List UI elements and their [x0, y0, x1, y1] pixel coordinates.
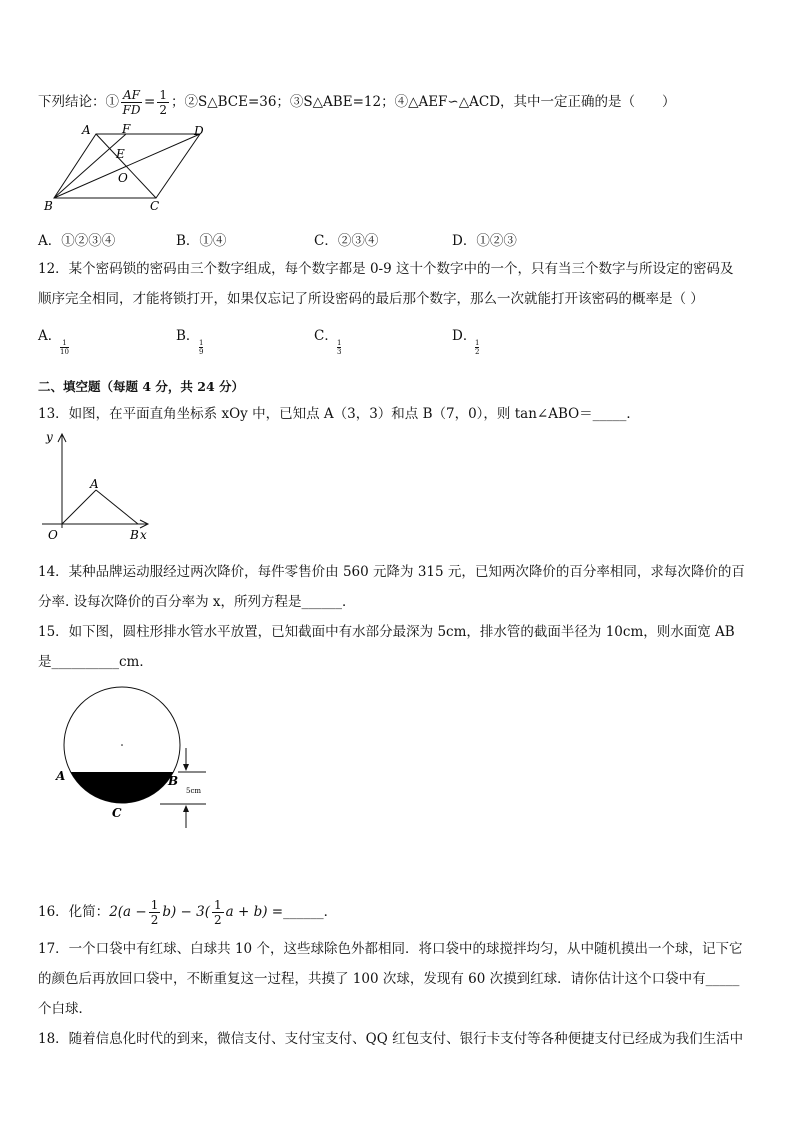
q11-parallelogram-figure [40, 122, 220, 214]
label-5cm: 5cm [186, 787, 202, 795]
section-2-heading: 二、填空题（每题 4 分，共 24 分） [38, 379, 245, 394]
q12-d-den: 2 [475, 348, 480, 356]
lower-arrowhead [183, 805, 189, 812]
q15-line2: 是__________cm． [38, 654, 153, 670]
q12-option-c [314, 324, 338, 344]
q11-option-c: C．②③④ [314, 233, 379, 249]
q12-d-num: 1 [475, 339, 480, 347]
q12-option-b-fraction [199, 339, 203, 356]
q16-text [38, 898, 337, 927]
label-y: y [46, 430, 53, 444]
segment-ab [96, 490, 138, 524]
q11-frac-num: AF [123, 88, 140, 102]
q16-half-1-num: 1 [150, 898, 159, 912]
q16-blank: ______ [283, 904, 324, 920]
q11-rest: ；②S△BCE=36；③S△ABE=12；④△AEF∽△ACD，其中一定正确的是（ ） [170, 94, 676, 110]
q18-line1: 18．随着信息化时代的到来，微信支付、支付宝支付、QQ 红包支付、银行卡支付等各种便捷支付已经成为我们生活中 [38, 1031, 744, 1047]
label-c: C [150, 199, 160, 213]
label-a: A [82, 123, 91, 137]
q16-half-2-num: 1 [214, 898, 222, 912]
label-b: B [130, 528, 139, 542]
label-d: D [194, 124, 204, 138]
q11-option-d: D．①②③ [452, 233, 517, 249]
q17-line1: 17．一个口袋中有红球、白球共 10 个，这些球除色外都相同．将口袋中的球搅拌均匀，从中随机摸出一个球，记下它 [38, 941, 743, 957]
q15-pipe-figure [50, 684, 220, 834]
segment-oa [62, 490, 96, 524]
q12-a-den: 10 [60, 348, 69, 356]
q12-option-c-fraction [337, 339, 341, 356]
q12-option-a [38, 324, 61, 344]
label-b: B [44, 199, 53, 213]
q16-part1: 2(a − [109, 904, 147, 920]
q11-equals: = [144, 94, 156, 110]
label-f: F [122, 122, 131, 136]
label-x: x [140, 528, 147, 542]
q12-option-d-label: D． [452, 328, 477, 344]
label-a: A [90, 477, 99, 491]
q16-part3: a + b) = [225, 904, 284, 920]
q12-b-den: 9 [199, 348, 204, 356]
q11-statement [38, 88, 676, 117]
q11-option-a: A．①②③④ [38, 233, 116, 249]
q11-frac2-den: 2 [159, 103, 167, 117]
q13-coordinate-figure [40, 428, 170, 542]
q12-line2: 顺序完全相同，才能将锁打开，如果仅忘记了所设密码的最后那个数字，那么一次就能打开该密码的概率是（ ） [38, 291, 704, 307]
q17-line3: 个白球． [38, 1001, 92, 1017]
q14-line1: 14．某种品牌运动服经过两次降价，每件零售价由 560 元降为 315 元，已知两次降价的百分率相同，求每次降价的百 [38, 564, 745, 580]
q16-half-2-den: 2 [214, 913, 222, 927]
label-e: E [116, 147, 125, 161]
q11-fraction-af-fd [121, 88, 142, 117]
label-b: B [168, 774, 179, 788]
q12-option-a-fraction [60, 339, 69, 356]
q17-line2: 的颜色后再放回口袋中，不断重复这一过程，共摸了 100 次球，发现有 60 次摸到红球．请你估计这个口袋中有_____ [38, 971, 740, 987]
q12-option-b-label: B． [176, 328, 200, 344]
label-a: A [56, 769, 66, 783]
label-o: O [48, 528, 58, 542]
q16-half-1 [149, 898, 161, 927]
q14-line2: 分率. 设每次降价的百分率为 x，所列方程是______． [38, 594, 356, 610]
q12-option-c-label: C． [314, 328, 338, 344]
q13-text: 13．如图，在平面直角坐标系 xOy 中，已知点 A（3，3）和点 B（7，0），则 tan∠ABO＝_____． [38, 406, 640, 422]
q11-option-b: B．①④ [176, 233, 227, 249]
q16-part2: b) − 3( [162, 904, 211, 920]
q16-half-1-den: 2 [150, 913, 159, 927]
q12-option-a-label: A． [38, 328, 62, 344]
q12-a-num: 1 [60, 339, 69, 348]
q12-line1: 12．某个密码锁的密码由三个数字组成，每个数字都是 0-9 这十个数字中的一个，只有当三个数字与所设定的密码及 [38, 261, 734, 277]
q12-c-num: 1 [337, 339, 342, 347]
q12-c-den: 3 [337, 348, 342, 356]
q11-frac2-num: 1 [159, 88, 167, 102]
q12-b-num: 1 [199, 339, 204, 347]
q11-prefix: 下列结论：① [38, 94, 119, 110]
q12-option-b [176, 324, 199, 344]
label-c: C [112, 806, 122, 820]
q15-line1: 15．如下图，圆柱形排水管水平放置，已知截面中有水部分最深为 5cm，排水管的截面半径为 10cm，则水面宽 AB [38, 624, 735, 640]
q11-fraction-half [157, 88, 169, 117]
q12-option-d [452, 324, 476, 344]
center-dot [121, 744, 123, 746]
q16-prefix: 16．化简： [38, 904, 110, 920]
q11-frac-den: FD [122, 103, 141, 117]
q12-option-d-fraction [475, 339, 479, 356]
q16-half-2 [212, 898, 224, 927]
q16-end: ． [323, 904, 338, 920]
upper-arrowhead [183, 764, 189, 771]
label-o: O [118, 171, 128, 185]
